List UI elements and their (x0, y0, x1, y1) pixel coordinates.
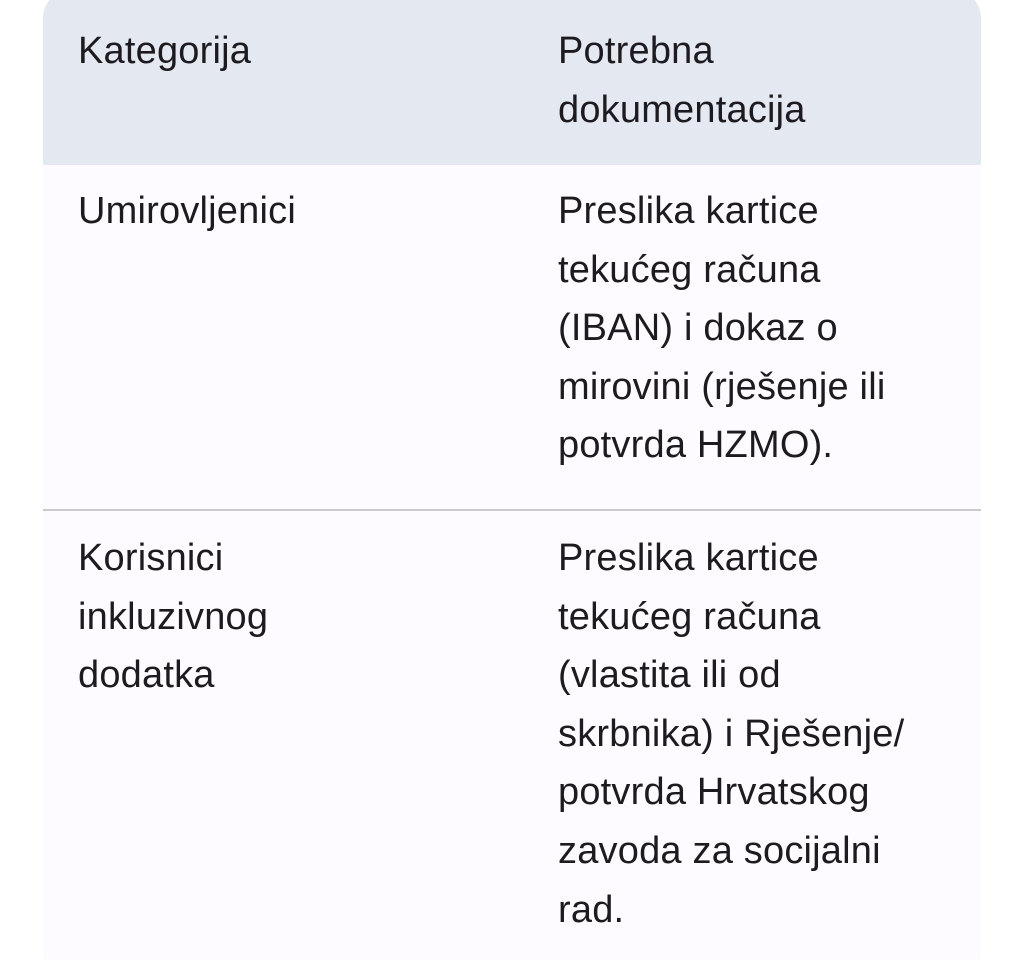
header-category-text: Kategorija (78, 30, 252, 72)
row-category-cell (78, 182, 498, 241)
documentation-line: rad. (558, 888, 625, 931)
category-line: Umirovljenici (78, 190, 296, 232)
category-line: inkluzivnog (78, 595, 269, 638)
documentation-line: (IBAN) i dokaz o (558, 307, 838, 350)
header-category (78, 22, 498, 81)
documentation-line: tekućeg računa (558, 248, 821, 291)
category-line: Korisnici (78, 537, 224, 579)
row-documentation-cell (558, 182, 968, 475)
header-documentation-line: Potrebna (558, 30, 714, 72)
header-documentation (558, 22, 968, 139)
documentation-line: skrbnika) i Rješenje/ (558, 712, 905, 755)
documentation-line: Preslika kartice (558, 190, 819, 232)
documentation-line: tekućeg računa (558, 595, 821, 638)
documentation-line: Preslika kartice (558, 537, 819, 579)
documentation-line: zavoda za socijalni (558, 829, 881, 872)
header-documentation-line: dokumentacija (558, 88, 806, 131)
documentation-line: (vlastita ili od (558, 654, 781, 697)
category-line: dodatka (78, 654, 215, 697)
table-header-row (43, 0, 981, 165)
row-documentation-cell (558, 529, 968, 939)
row-category-cell (78, 529, 498, 705)
documentation-table (43, 0, 981, 960)
row-divider (43, 509, 981, 511)
documentation-line: potvrda HZMO). (558, 424, 834, 467)
documentation-line: potvrda Hrvatskog (558, 771, 870, 814)
documentation-line: mirovini (rješenje ili (558, 365, 886, 408)
